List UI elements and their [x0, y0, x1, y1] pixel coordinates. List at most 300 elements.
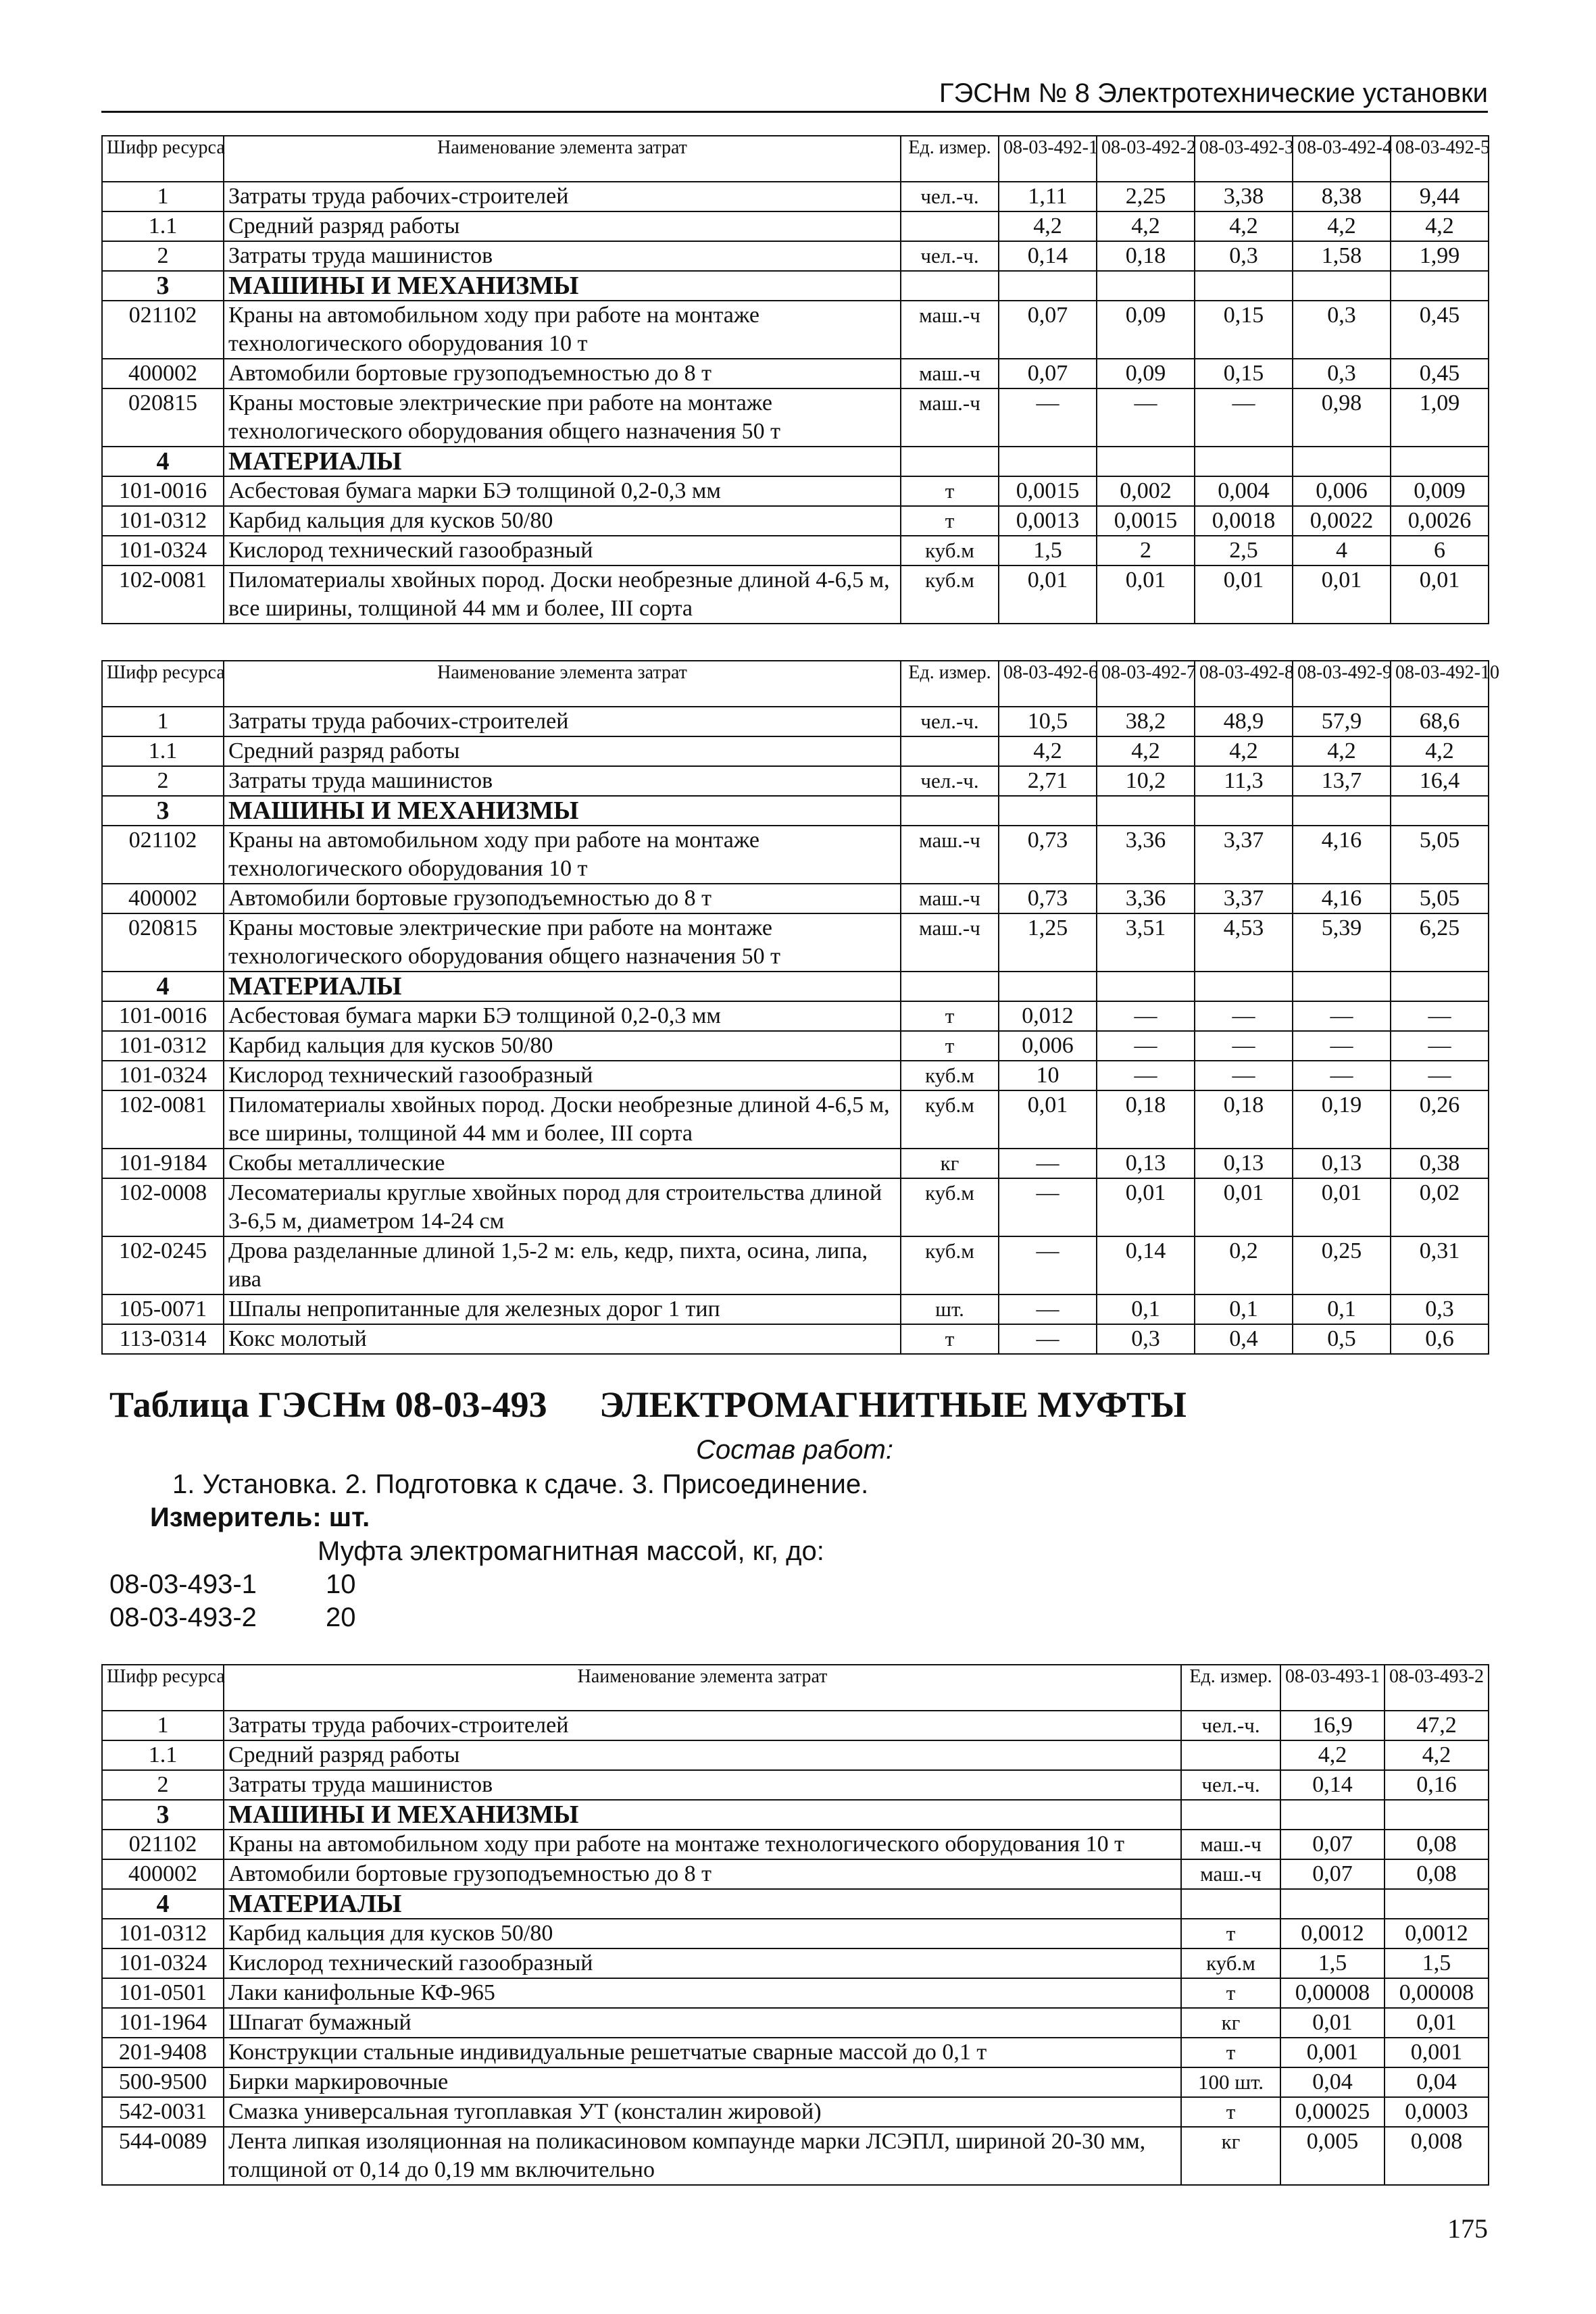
norm-value: 0,3 [1195, 241, 1293, 271]
norm-value: 0,09 [1097, 359, 1195, 388]
resource-code: 1 [102, 707, 224, 736]
section-row [102, 447, 1489, 476]
work-composition-text: 1. Установка. 2. Подготовка к сдаче. 3. Присоединение. [172, 1469, 869, 1499]
section-row [102, 1800, 1489, 1830]
norm-value: 0,16 [1385, 1770, 1489, 1800]
resource-code: 101-0501 [102, 1978, 224, 2008]
resource-name: Лента липкая изоляционная на поликасиновом компаунде марки ЛСЭПЛ, шириной 20-30 мм, толщиной от 0,14 до 0,19 мм включительно [224, 2127, 1181, 2185]
table-row [102, 1770, 1489, 1800]
norm-value: 4,2 [999, 211, 1097, 241]
resource-unit: куб.м [901, 565, 999, 624]
resource-name: МАТЕРИАЛЫ [224, 1889, 1181, 1919]
norm-value: 0,4 [1195, 1324, 1293, 1354]
norm-value: 4,2 [1385, 1740, 1489, 1770]
norm-value: 4,2 [1391, 736, 1489, 766]
resource-unit: шт. [901, 1294, 999, 1324]
section-row [102, 972, 1489, 1001]
variant-value: 10 [326, 1569, 356, 1599]
table-row [102, 388, 1489, 447]
norm-value: 0,006 [1293, 476, 1391, 506]
variant-value: 20 [326, 1603, 356, 1632]
resource-name: Затраты труда машинистов [224, 766, 901, 796]
norm-value: 4,53 [1195, 913, 1293, 972]
norm-value [1385, 1800, 1489, 1830]
resource-unit: 100 шт. [1181, 2067, 1280, 2097]
norm-value: 10,2 [1097, 766, 1195, 796]
norm-value: 1,25 [999, 913, 1097, 972]
norm-value: — [999, 388, 1097, 447]
table-row [102, 1294, 1489, 1324]
table-row [102, 1859, 1489, 1889]
table-row [102, 1031, 1489, 1061]
norm-value: 57,9 [1293, 707, 1391, 736]
variant-code: 08-03-493-2 [109, 1603, 257, 1632]
norm-value: 4,2 [999, 736, 1097, 766]
resource-unit: куб.м [901, 1090, 999, 1149]
norm-value: 0,005 [1280, 2127, 1385, 2185]
resource-unit: т [1181, 2097, 1280, 2127]
resource-name: Краны на автомобильном ходу при работе на монтаже технологического оборудования 10 т [224, 1830, 1181, 1859]
norm-value: — [999, 1149, 1097, 1178]
norm-value: 4,2 [1280, 1740, 1385, 1770]
norm-value [1385, 1889, 1489, 1919]
norm-value: — [1293, 1001, 1391, 1031]
norm-value: 0,14 [1280, 1770, 1385, 1800]
page-header [101, 76, 1488, 113]
table-row [102, 1149, 1489, 1178]
norm-value: 0,01 [1195, 565, 1293, 624]
norm-value: — [1097, 1001, 1195, 1031]
norm-value: 0,001 [1280, 2038, 1385, 2067]
norm-value: 4,2 [1097, 736, 1195, 766]
norm-value: 0,07 [999, 359, 1097, 388]
norm-value: — [1195, 388, 1293, 447]
resource-code: 500-9500 [102, 2067, 224, 2097]
resource-name: Дрова разделанные длиной 1,5-2 м: ель, кедр, пихта, осина, липа, ива [224, 1236, 901, 1294]
resource-name: МАШИНЫ И МЕХАНИЗМЫ [224, 271, 901, 301]
norm-value: 13,7 [1293, 766, 1391, 796]
norm-value: 0,0015 [999, 476, 1097, 506]
norm-value [1280, 1889, 1385, 1919]
resource-unit: куб.м [1181, 1948, 1280, 1978]
norm-value: 0,01 [999, 565, 1097, 624]
norm-value: 0,6 [1391, 1324, 1489, 1354]
resource-name: Краны мостовые электрические при работе на монтаже технологического оборудования общего назначения 50 т [224, 913, 901, 972]
resource-name: Автомобили бортовые грузоподъемностью до 8 т [224, 1859, 1181, 1889]
norm-value: 68,6 [1391, 707, 1489, 736]
header-unit: Ед. измер. [901, 661, 999, 707]
norm-value: 0,13 [1097, 1149, 1195, 1178]
norm-value: 0,09 [1097, 301, 1195, 359]
resource-code: 544-0089 [102, 2127, 224, 2185]
table-493-title: Таблица ГЭСНм 08-03-493 [109, 1384, 547, 1425]
norm-value: 0,45 [1391, 301, 1489, 359]
resource-code: 1.1 [102, 736, 224, 766]
resource-name: МАШИНЫ И МЕХАНИЗМЫ [224, 796, 901, 826]
norm-value [999, 972, 1097, 1001]
norm-value: 10,5 [999, 707, 1097, 736]
page-number: 175 [1447, 2213, 1488, 2244]
table-row [102, 2067, 1489, 2097]
header-unit: Ед. измер. [1181, 1665, 1280, 1711]
resource-code: 101-0016 [102, 1001, 224, 1031]
resource-unit: куб.м [901, 1236, 999, 1294]
resource-name: Краны на автомобильном ходу при работе на монтаже технологического оборудования 10 т [224, 826, 901, 884]
norm-value: 0,0003 [1385, 2097, 1489, 2127]
resource-code: 4 [102, 1889, 224, 1919]
resource-unit: чел.-ч. [901, 707, 999, 736]
header-column-code: 08-03-492-3 [1195, 136, 1293, 182]
resource-unit [1181, 1889, 1280, 1919]
resource-code: 4 [102, 972, 224, 1001]
resource-unit: т [901, 1324, 999, 1354]
resource-code: 1 [102, 1711, 224, 1740]
resource-unit: т [1181, 1978, 1280, 2008]
resource-code: 1.1 [102, 1740, 224, 1770]
norm-value: 4,16 [1293, 826, 1391, 884]
resource-name: Затраты труда рабочих-строителей [224, 707, 901, 736]
resource-code: 101-9184 [102, 1149, 224, 1178]
norm-value: 2,71 [999, 766, 1097, 796]
norm-value: 1,58 [1293, 241, 1391, 271]
norm-value: 6 [1391, 536, 1489, 565]
norm-value: 0,07 [1280, 1859, 1385, 1889]
norm-value: 0,1 [1097, 1294, 1195, 1324]
table-row [102, 1001, 1489, 1031]
table-row [102, 1740, 1489, 1770]
norm-value: 0,14 [999, 241, 1097, 271]
resource-code: 113-0314 [102, 1324, 224, 1354]
table-body [102, 136, 1489, 624]
norm-value: 0,00008 [1280, 1978, 1385, 2008]
norm-value: 0,0012 [1280, 1919, 1385, 1948]
header-code: Шифр ресурса [102, 1665, 224, 1711]
norm-value [1391, 796, 1489, 826]
norm-value: 4,2 [1195, 736, 1293, 766]
resource-name: Краны на автомобильном ходу при работе на монтаже технологического оборудования 10 т [224, 301, 901, 359]
norm-value: — [1195, 1061, 1293, 1090]
norm-value: 4 [1293, 536, 1391, 565]
norm-value: 2,5 [1195, 536, 1293, 565]
resource-unit [901, 972, 999, 1001]
norm-value: 0,2 [1195, 1236, 1293, 1294]
norm-value: 0,009 [1391, 476, 1489, 506]
resource-unit: т [901, 506, 999, 536]
resource-code: 021102 [102, 1830, 224, 1859]
resource-code: 020815 [102, 913, 224, 972]
resource-table-492-6-10 [101, 660, 1499, 1355]
resource-name: Пиломатериалы хвойных пород. Доски необрезные длиной 4-6,5 м, все ширины, толщиной 44 мм и более, III сорта [224, 565, 901, 624]
norm-value: 0,0026 [1391, 506, 1489, 536]
norm-value [999, 447, 1097, 476]
norm-value: 0,98 [1293, 388, 1391, 447]
norm-value: 38,2 [1097, 707, 1195, 736]
norm-value: — [999, 1324, 1097, 1354]
section-row [102, 271, 1489, 301]
resource-name: Кокс молотый [224, 1324, 901, 1354]
norm-value: — [1097, 1061, 1195, 1090]
norm-value: 0,73 [999, 884, 1097, 913]
table-row [102, 1236, 1489, 1294]
norm-value: 0,08 [1385, 1859, 1489, 1889]
resource-code: 020815 [102, 388, 224, 447]
resource-code: 101-0324 [102, 1061, 224, 1090]
norm-value: 1,5 [1385, 1948, 1489, 1978]
resource-name: Затраты труда рабочих-строителей [224, 1711, 1181, 1740]
norm-value: — [999, 1236, 1097, 1294]
norm-value: 3,38 [1195, 182, 1293, 211]
norm-value: — [1195, 1001, 1293, 1031]
norm-value [1097, 972, 1195, 1001]
table-row [102, 1948, 1489, 1978]
norm-value: 0,1 [1195, 1294, 1293, 1324]
norm-value: — [1391, 1061, 1489, 1090]
norm-value: 0,04 [1385, 2067, 1489, 2097]
norm-value [1097, 796, 1195, 826]
norm-value: 1,99 [1391, 241, 1489, 271]
resource-unit: чел.-ч. [1181, 1711, 1280, 1740]
norm-value: 0,3 [1391, 1294, 1489, 1324]
table-493-subtitle: ЭЛЕКТРОМАГНИТНЫЕ МУФТЫ [599, 1384, 1187, 1425]
header-column-code: 08-03-492-10 [1391, 661, 1489, 707]
table-row [102, 241, 1489, 271]
norm-value: 0,01 [1391, 565, 1489, 624]
resource-name: Средний разряд работы [224, 1740, 1181, 1770]
norm-value: 16,9 [1280, 1711, 1385, 1740]
norm-value [999, 271, 1097, 301]
norm-value: 1,5 [1280, 1948, 1385, 1978]
norm-value [1391, 972, 1489, 1001]
header-name: Наименование элемента затрат [224, 661, 901, 707]
resource-code: 2 [102, 766, 224, 796]
work-composition-label: Состав работ: [696, 1435, 893, 1465]
table-row [102, 565, 1489, 624]
resource-code: 3 [102, 271, 224, 301]
norm-value: 2,25 [1097, 182, 1195, 211]
table-row [102, 913, 1489, 972]
table-row [102, 476, 1489, 506]
resource-name: Лесоматериалы круглые хвойных пород для строительства длиной 3-6,5 м, диаметром 14-24 см [224, 1178, 901, 1236]
norm-value: 0,13 [1293, 1149, 1391, 1178]
resource-name: Асбестовая бумага марки БЭ толщиной 0,2-0,3 мм [224, 1001, 901, 1031]
resource-code: 3 [102, 1800, 224, 1830]
norm-value: 4,16 [1293, 884, 1391, 913]
resource-unit: маш.-ч [1181, 1830, 1280, 1859]
resource-name: Карбид кальция для кусков 50/80 [224, 1031, 901, 1061]
norm-value: — [999, 1178, 1097, 1236]
variant-row [109, 1603, 356, 1633]
table-row [102, 2038, 1489, 2067]
norm-value: 1,5 [999, 536, 1097, 565]
norm-value: 0,001 [1385, 2038, 1489, 2067]
norm-value: 6,25 [1391, 913, 1489, 972]
resource-unit [901, 211, 999, 241]
resource-code: 400002 [102, 884, 224, 913]
table-row [102, 1978, 1489, 2008]
norm-value: — [1293, 1031, 1391, 1061]
resource-code: 201-9408 [102, 2038, 224, 2067]
resource-code: 400002 [102, 359, 224, 388]
meter-description: Муфта электромагнитная массой, кг, до: [318, 1536, 824, 1566]
resource-name: Асбестовая бумага марки БЭ толщиной 0,2-0,3 мм [224, 476, 901, 506]
norm-value: — [1391, 1031, 1489, 1061]
resource-code: 102-0081 [102, 565, 224, 624]
norm-value: 0,01 [1195, 1178, 1293, 1236]
resource-name: Шпалы непропитанные для железных дорог 1 тип [224, 1294, 901, 1324]
resource-table-492-1-5 [101, 135, 1489, 624]
header-column-code: 08-03-492-1 [999, 136, 1097, 182]
norm-value [1097, 447, 1195, 476]
resource-name: Краны мостовые электрические при работе на монтаже технологического оборудования общего назначения 50 т [224, 388, 901, 447]
resource-code: 101-0016 [102, 476, 224, 506]
resource-unit: куб.м [901, 1061, 999, 1090]
resource-name: Затраты труда машинистов [224, 1770, 1181, 1800]
resource-unit: маш.-ч [901, 913, 999, 972]
table-row [102, 2008, 1489, 2038]
resource-name: Скобы металлические [224, 1149, 901, 1178]
norm-value: 3,36 [1097, 884, 1195, 913]
resource-code: 105-0071 [102, 1294, 224, 1324]
norm-value: 5,39 [1293, 913, 1391, 972]
header-column-code: 08-03-492-5 [1391, 136, 1489, 182]
norm-value: 0,0012 [1385, 1919, 1489, 1948]
resource-name: Автомобили бортовые грузоподъемностью до 8 т [224, 884, 901, 913]
norm-value: 0,01 [999, 1090, 1097, 1149]
norm-value [1293, 447, 1391, 476]
norm-value: 47,2 [1385, 1711, 1489, 1740]
norm-value: 0,0015 [1097, 506, 1195, 536]
table-row [102, 182, 1489, 211]
norm-value: 0,3 [1097, 1324, 1195, 1354]
norm-value: 1,09 [1391, 388, 1489, 447]
resource-code: 1.1 [102, 211, 224, 241]
norm-value: 0,38 [1391, 1149, 1489, 1178]
norm-value: 3,37 [1195, 884, 1293, 913]
header-title: ГЭСНм № 8 Электротехнические установки [939, 78, 1488, 108]
resource-unit: маш.-ч [901, 301, 999, 359]
norm-value [1195, 972, 1293, 1001]
header-unit: Ед. измер. [901, 136, 999, 182]
header-code: Шифр ресурса [102, 661, 224, 707]
norm-value [1280, 1800, 1385, 1830]
header-column-code: 08-03-492-7 [1097, 661, 1195, 707]
resource-name: Конструкции стальные индивидуальные решетчатые сварные массой до 0,1 т [224, 2038, 1181, 2067]
norm-value [999, 796, 1097, 826]
table-row [102, 1061, 1489, 1090]
resource-unit [1181, 1800, 1280, 1830]
header-name: Наименование элемента затрат [224, 1665, 1181, 1711]
norm-value [1195, 271, 1293, 301]
section-row [102, 796, 1489, 826]
norm-value: 0,07 [1280, 1830, 1385, 1859]
resource-name: Автомобили бортовые грузоподъемностью до 8 т [224, 359, 901, 388]
resource-code: 101-0312 [102, 1031, 224, 1061]
header-column-code: 08-03-492-4 [1293, 136, 1391, 182]
resource-code: 021102 [102, 826, 224, 884]
resource-code: 400002 [102, 1859, 224, 1889]
resource-code: 102-0081 [102, 1090, 224, 1149]
norm-value: 1,11 [999, 182, 1097, 211]
resource-code: 3 [102, 796, 224, 826]
norm-value [1293, 972, 1391, 1001]
norm-value: 0,26 [1391, 1090, 1489, 1149]
resource-code: 542-0031 [102, 2097, 224, 2127]
resource-unit: маш.-ч [901, 359, 999, 388]
resource-unit: т [901, 1001, 999, 1031]
norm-value: 0,3 [1293, 301, 1391, 359]
table-row [102, 1324, 1489, 1354]
table-body [102, 661, 1499, 1354]
norm-value: 0,18 [1097, 241, 1195, 271]
norm-value: 0,08 [1385, 1830, 1489, 1859]
table-header-row [102, 1665, 1489, 1711]
norm-value: 3,36 [1097, 826, 1195, 884]
table-row [102, 211, 1489, 241]
meter-unit: Измеритель: шт. [150, 1503, 370, 1532]
resource-table-493 [101, 1664, 1489, 2186]
table-row [102, 506, 1489, 536]
resource-unit [901, 447, 999, 476]
table-row [102, 536, 1489, 565]
resource-name: Средний разряд работы [224, 736, 901, 766]
resource-name: Затраты труда машинистов [224, 241, 901, 271]
table-row [102, 884, 1489, 913]
resource-name: Лаки канифольные КФ-965 [224, 1978, 1181, 2008]
norm-value: 0,01 [1293, 1178, 1391, 1236]
norm-value: — [1293, 1061, 1391, 1090]
norm-value: 9,44 [1391, 182, 1489, 211]
norm-value: — [999, 1294, 1097, 1324]
table-header-row [102, 136, 1489, 182]
norm-value: 0,15 [1195, 301, 1293, 359]
resource-unit: чел.-ч. [901, 182, 999, 211]
resource-name: Кислород технический газообразный [224, 1061, 901, 1090]
table-body [102, 1665, 1489, 2185]
resource-unit [901, 736, 999, 766]
resource-unit: кг [901, 1149, 999, 1178]
resource-unit: т [1181, 2038, 1280, 2067]
header-column-code: 08-03-492-9 [1293, 661, 1391, 707]
norm-value: 16,4 [1391, 766, 1489, 796]
norm-value: 11,3 [1195, 766, 1293, 796]
resource-unit: куб.м [901, 1178, 999, 1236]
norm-value: 0,01 [1097, 565, 1195, 624]
resource-code: 101-0324 [102, 1948, 224, 1978]
norm-value: — [1391, 1001, 1489, 1031]
resource-name: Шпагат бумажный [224, 2008, 1181, 2038]
norm-value [1391, 271, 1489, 301]
resource-unit: куб.м [901, 536, 999, 565]
resource-code: 1 [102, 182, 224, 211]
table-row [102, 1711, 1489, 1740]
table-row [102, 1830, 1489, 1859]
resource-unit: кг [1181, 2127, 1280, 2185]
resource-code: 102-0245 [102, 1236, 224, 1294]
resource-unit: маш.-ч [901, 826, 999, 884]
norm-value: 0,01 [1280, 2008, 1385, 2038]
norm-value: 0,01 [1385, 2008, 1489, 2038]
norm-value: 5,05 [1391, 826, 1489, 884]
resource-unit: чел.-ч. [1181, 1770, 1280, 1800]
norm-value: 0,18 [1195, 1090, 1293, 1149]
resource-code: 4 [102, 447, 224, 476]
norm-value: 0,006 [999, 1031, 1097, 1061]
resource-name: Пиломатериалы хвойных пород. Доски необрезные длиной 4-6,5 м, все ширины, толщиной 44 мм и более, III сорта [224, 1090, 901, 1149]
header-column-code: 08-03-493-1 [1280, 1665, 1385, 1711]
resource-name: Средний разряд работы [224, 211, 901, 241]
resource-name: Затраты труда рабочих-строителей [224, 182, 901, 211]
norm-value: 0,1 [1293, 1294, 1391, 1324]
